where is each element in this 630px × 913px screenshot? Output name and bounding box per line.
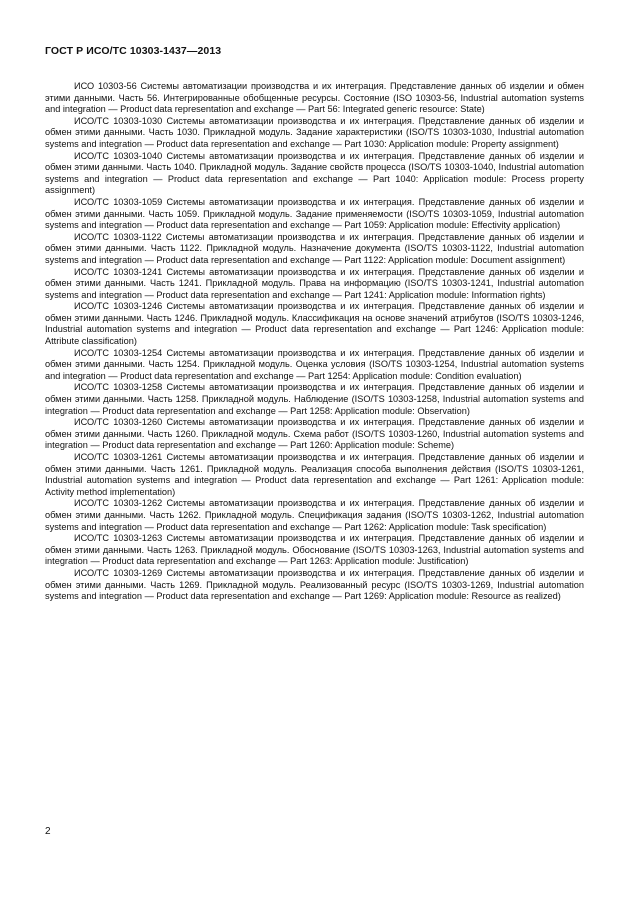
reference-entry: ИСО/ТС 10303-1040 Системы автоматизации производства и их интеграция. Представление данных об изделии и обмен этими данными. Часть 1040. Прикладной модуль. Задание свойств процесса (ISO/TS 10303-1040, Industrial automation systems and integration — Product data representation and exchange — Part 1040: Application module: Process property assignment) (45, 150, 584, 196)
reference-entry: ИСО/ТС 10303-1241 Системы автоматизации производства и их интеграция. Представление данных об изделии и обмен этими данными. Часть 1241. Прикладной модуль. Права на информацию (ISO/TS 10303-1241, Industrial automation systems and integration — Product data representation and exchange — Part 1241: Application module: Information rights) (45, 266, 584, 300)
reference-entry: ИСО/ТС 10303-1258 Системы автоматизации производства и их интеграция. Представление данных об изделии и обмен этими данными. Часть 1258. Прикладной модуль. Наблюдение (ISO/TS 10303-1258, Industrial automation systems and integration — Product data representation and exchange — Part 1258: Application module: Observation) (45, 382, 584, 416)
reference-entry: ИСО/ТС 10303-1030 Системы автоматизации производства и их интеграция. Представление данных об изделии и обмен этими данными. Часть 1030. Прикладной модуль. Задание характеристики (ISO/TS 10303-1030, Industrial automation systems and integration — Product data representation and exchange — Part 1030: Application module: Property assignment) (45, 115, 584, 149)
reference-entry: ИСО/ТС 10303-1261 Системы автоматизации производства и их интеграция. Представление данных об изделии и обмен этими данными. Часть 1261. Прикладной модуль. Реализация способа выполнения действия (ISO/TS 10303-1261, Industrial automation systems and integration — Product data representation and exchange — Part 1261: Application module: Activity method implementation) (45, 452, 584, 497)
reference-entry: ИСО/ТС 10303-1263 Системы автоматизации производства и их интеграция. Представление данных об изделии и обмен этими данными. Часть 1263. Прикладной модуль. Обоснование (ISO/TS 10303-1263, Industrial automation systems and integration — Product data representation and exchange — Part 1263: Application module: Justification) (45, 533, 584, 567)
reference-entry: ИСО/ТС 10303-1254 Системы автоматизации производства и их интеграция. Представление данных об изделии и обмен этими данными. Часть 1254. Прикладной модуль. Оценка условия (ISO/TS 10303-1254, Industrial automation systems and integration — Product data representation and exchange — Part 1254: Application module: Condition evaluation) (45, 347, 584, 381)
reference-entry: ИСО 10303-56 Системы автоматизации производства и их интеграция. Представление данных об изделии и обмен этими данными. Часть 56. Интегрированные обобщенные ресурсы. Состояние (ISO 10303-56, Industrial automation systems and integration — Product data representation and exchange — Part 56: Integrated generic resource: State) (45, 81, 584, 115)
reference-entry: ИСО/ТС 10303-1260 Системы автоматизации производства и их интеграция. Представление данных об изделии и обмен этими данными. Часть 1260. Прикладной модуль. Схема работ (ISO/TS 10303-1260, Industrial automation systems and integration — Product data representation and exchange — Part 1260: Application module: Scheme) (45, 417, 584, 451)
reference-entry: ИСО/ТС 10303-1246 Системы автоматизации производства и их интеграция. Представление данных об изделии и обмен этими данными. Часть 1246. Прикладной модуль. Классификация на основе значений атрибутов (ISO/TS 10303-1246, Industrial automation systems and integration — Product data representation and exchange — Part 1246: Application module: Attribute classification) (45, 301, 584, 347)
reference-entry: ИСО/ТС 10303-1262 Системы автоматизации производства и их интеграция. Представление данных об изделии и обмен этими данными. Часть 1262. Прикладной модуль. Спецификация задания (ISO/TS 10303-1262, Industrial automation systems and integration — Product data representation and exchange — Part 1262: Application module: Task specification) (45, 498, 584, 532)
page-number: 2 (45, 826, 51, 837)
reference-entry: ИСО/ТС 10303-1122 Системы автоматизации производства и их интеграция. Представление данных об изделии и обмен этими данными. Часть 1122. Прикладной модуль. Назначение документа (ISO/TS 10303-1122, Industrial automation systems and integration — Product data representation and exchange — Part 1122: Application module: Document assignment) (45, 231, 584, 265)
normative-references-list (45, 81, 584, 603)
reference-entry: ИСО/ТС 10303-1059 Системы автоматизации производства и их интеграция. Представление данных об изделии и обмен этими данными. Часть 1059. Прикладной модуль. Задание применяемости (ISO/TS 10303-1059, Industrial automation systems and integration — Product data representation and exchange — Part 1059: Application module: Effectivity application) (45, 196, 584, 231)
reference-entry: ИСО/ТС 10303-1269 Системы автоматизации производства и их интеграция. Представление данных об изделии и обмен этими данными. Часть 1269. Прикладной модуль. Реализованный ресурс (ISO/TS 10303-1269, Industrial automation systems and integration — Product data representation and exchange — Part 1269: Application module: Resource as realized) (45, 567, 584, 602)
page-header-standard-id: ГОСТ Р ИСО/ТС 10303-1437—2013 (45, 45, 222, 57)
